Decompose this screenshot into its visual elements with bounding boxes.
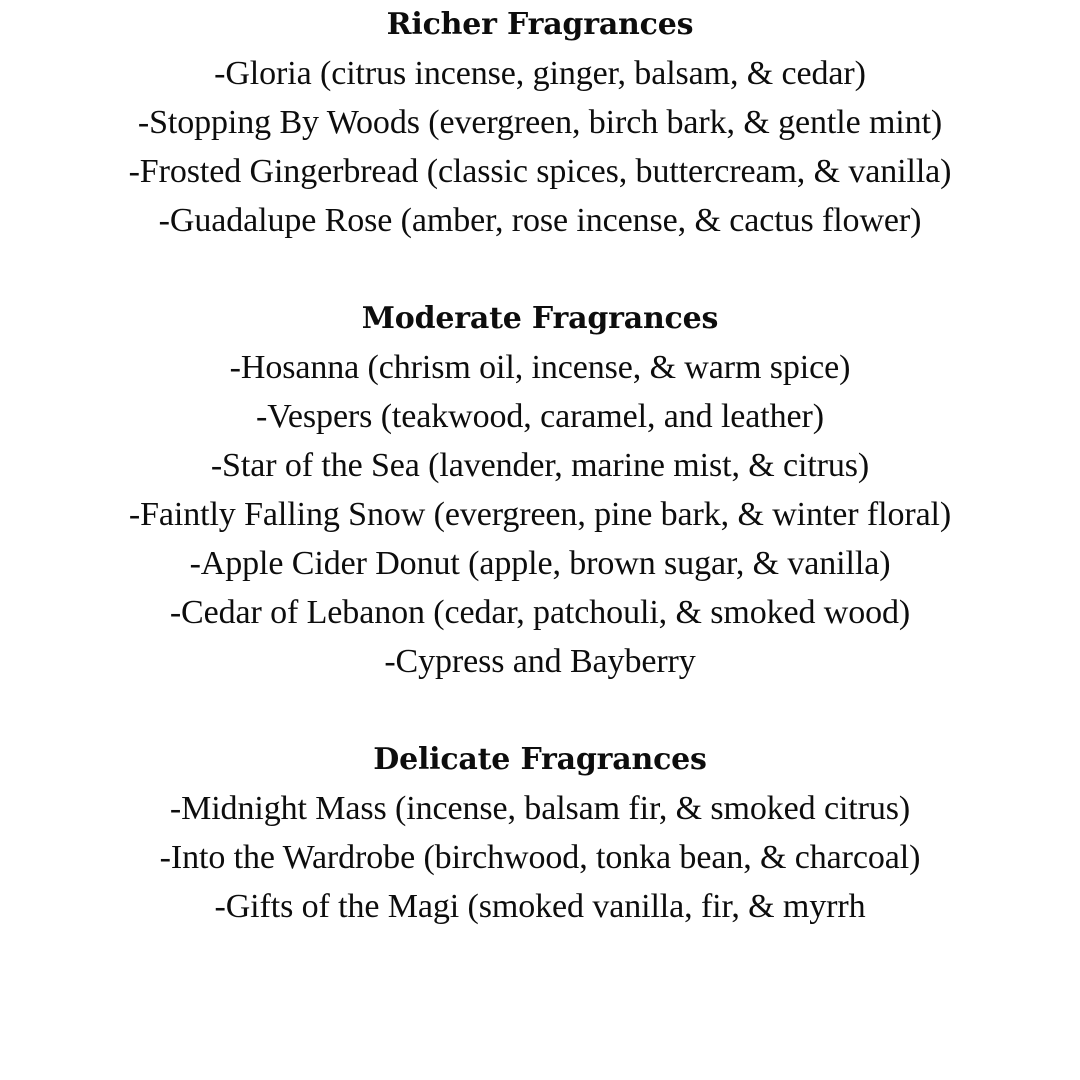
list-item: -Gifts of the Magi (smoked vanilla, fir, & myrrh bbox=[214, 888, 866, 925]
list-item: -Hosanna (chrism oil, incense, & warm spice) bbox=[229, 349, 851, 386]
section-heading: Moderate Fragrances bbox=[361, 301, 719, 336]
list-item: -Midnight Mass (incense, balsam fir, & smoked citrus) bbox=[169, 790, 911, 827]
section-spacer bbox=[10, 245, 1070, 294]
section-spacer bbox=[10, 686, 1070, 735]
list-item: -Cypress and Bayberry bbox=[384, 643, 696, 680]
section-richer-fragrances bbox=[10, 0, 1070, 245]
list-item: -Stopping By Woods (evergreen, birch bark, & gentle mint) bbox=[137, 104, 943, 141]
list-item: -Vespers (teakwood, caramel, and leather) bbox=[256, 398, 824, 435]
section-heading: Delicate Fragrances bbox=[373, 742, 707, 777]
list-item: -Frosted Gingerbread (classic spices, buttercream, & vanilla) bbox=[128, 153, 952, 190]
list-item: -Gloria (citrus incense, ginger, balsam, & cedar) bbox=[214, 55, 866, 92]
list-item: -Cedar of Lebanon (cedar, patchouli, & smoked wood) bbox=[169, 594, 911, 631]
list-item: -Faintly Falling Snow (evergreen, pine bark, & winter floral) bbox=[128, 496, 952, 533]
list-item: -Apple Cider Donut (apple, brown sugar, & vanilla) bbox=[189, 545, 891, 582]
section-moderate-fragrances bbox=[10, 294, 1070, 686]
section-delicate-fragrances bbox=[10, 735, 1070, 931]
section-heading: Richer Fragrances bbox=[386, 7, 694, 42]
list-item: -Star of the Sea (lavender, marine mist, & citrus) bbox=[210, 447, 870, 484]
list-item: -Into the Wardrobe (birchwood, tonka bean, & charcoal) bbox=[159, 839, 921, 876]
list-item: -Guadalupe Rose (amber, rose incense, & cactus flower) bbox=[158, 202, 922, 239]
